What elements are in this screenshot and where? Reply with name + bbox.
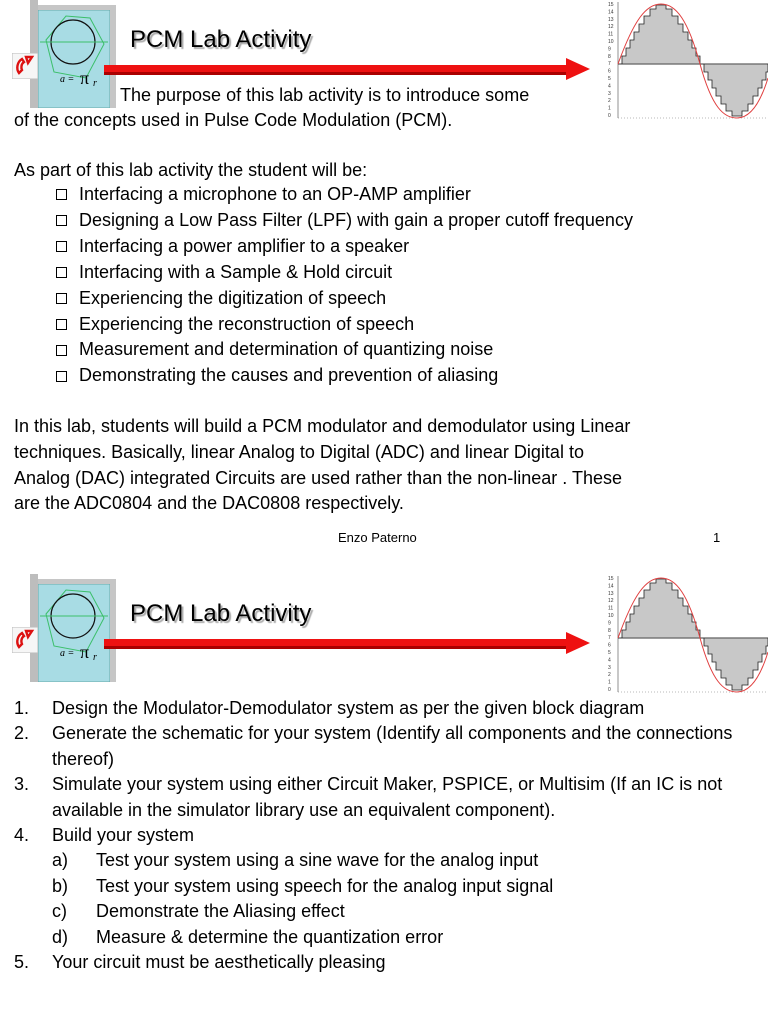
logo-formula-suffix: r bbox=[93, 78, 97, 89]
list-item: 2. Generate the schematic for your system (Identify all components and the connections thereof) bbox=[14, 723, 733, 769]
subtask-list bbox=[52, 848, 754, 950]
logo-formula-suffix: r bbox=[93, 652, 97, 663]
phone-icon bbox=[12, 627, 38, 653]
slide-1-title: PCM Lab Activity bbox=[130, 26, 312, 53]
wave-scale-label: 8 bbox=[608, 627, 611, 634]
checkbox-icon bbox=[56, 345, 67, 356]
wave-scale-label: 14 bbox=[608, 9, 614, 16]
footer-author: Enzo Paterno bbox=[338, 530, 417, 545]
wave-scale-label: 7 bbox=[608, 61, 611, 68]
list-item: a) Test your system using a sine wave for the analog input bbox=[52, 850, 539, 871]
checkbox-icon bbox=[56, 241, 67, 252]
list-item: Designing a Low Pass Filter (LPF) with gain a proper cutoff frequency bbox=[56, 208, 633, 234]
list-item: b) Test your system using speech for the analog input signal bbox=[52, 875, 554, 896]
list-item: 5. Your circuit must be aesthetically pleasing bbox=[14, 952, 386, 973]
wave-scale-label: 6 bbox=[608, 642, 611, 649]
quantized-sine-icon bbox=[606, 0, 768, 122]
wave-scale-label: 13 bbox=[608, 590, 614, 597]
list-item: Interfacing a microphone to an OP-AMP amplifier bbox=[56, 182, 633, 208]
wave-scale-label: 11 bbox=[608, 31, 614, 38]
wave-scale-label: 5 bbox=[608, 650, 611, 656]
header-arrow-icon bbox=[104, 632, 590, 654]
logo-circle-icon bbox=[38, 584, 110, 682]
wave-scale-label: 2 bbox=[608, 98, 611, 105]
paragraph-line: In this lab, students will build a PCM modulator and demodulator using Linear bbox=[14, 416, 631, 436]
intro-line-2: of the concepts used in Pulse Code Modulation (PCM). bbox=[14, 110, 453, 130]
wave-scale-label: 15 bbox=[608, 576, 614, 582]
wave-scale-label: 4 bbox=[608, 657, 611, 664]
paragraph-line: techniques. Basically, linear Analog to Digital (ADC) and linear Digital to bbox=[14, 442, 584, 462]
wave-scale-label: 9 bbox=[608, 620, 611, 627]
list-item: 4. Build your system a) Test your system using a sine wave for the analog input b) Test your system using speech for the analog input signal c) Demonstrate the Aliasing effect d) Measure & determine the quantization error bbox=[14, 823, 754, 950]
wave-scale-label: 3 bbox=[608, 90, 611, 97]
list-item: Demonstrating the causes and prevention of aliasing bbox=[56, 363, 633, 389]
wave-scale-label: 1 bbox=[608, 679, 611, 686]
wave-scale-label: 9 bbox=[608, 46, 611, 53]
list-item: Interfacing with a Sample & Hold circuit bbox=[56, 260, 633, 286]
checkbox-icon bbox=[56, 189, 67, 200]
paragraph-line: Analog (DAC) integrated Circuits are used rather than the non-linear . These bbox=[14, 468, 622, 488]
wave-scale-label: 15 bbox=[608, 2, 614, 8]
list-item: Interfacing a power amplifier to a speaker bbox=[56, 234, 633, 260]
checkbox-icon bbox=[56, 267, 67, 278]
wave-scale-label: 0 bbox=[608, 113, 611, 119]
wave-scale-label: 12 bbox=[608, 598, 614, 605]
checkbox-icon bbox=[56, 319, 67, 330]
wave-scale-label: 8 bbox=[608, 53, 611, 60]
wave-scale-label: 11 bbox=[608, 605, 614, 612]
checkbox-icon bbox=[56, 293, 67, 304]
wave-scale-label: 14 bbox=[608, 583, 614, 590]
wave-scale-label: 12 bbox=[608, 24, 614, 31]
list-item: Experiencing the digitization of speech bbox=[56, 286, 633, 312]
slide-2-title: PCM Lab Activity bbox=[130, 600, 312, 627]
list-item: Measurement and determination of quantizing noise bbox=[56, 337, 633, 363]
wave-scale-label: 6 bbox=[608, 68, 611, 75]
logo-formula-prefix: a = bbox=[60, 74, 75, 85]
wave-scale-label: 5 bbox=[608, 76, 611, 82]
wave-scale-label: 3 bbox=[608, 664, 611, 671]
list-item: 1. Design the Modulator-Demodulator system as per the given block diagram bbox=[14, 698, 645, 718]
checkbox-icon bbox=[56, 215, 67, 226]
intro-line-1: The purpose of this lab activity is to introduce some bbox=[120, 85, 530, 105]
list-item: Experiencing the reconstruction of speech bbox=[56, 312, 633, 338]
logo-formula-prefix: a = bbox=[60, 648, 75, 659]
task-list bbox=[14, 696, 754, 975]
header-arrow-icon bbox=[104, 58, 590, 80]
wave-scale-label: 7 bbox=[608, 635, 611, 642]
list-item: c) Demonstrate the Aliasing effect bbox=[52, 901, 345, 922]
logo-formula-pi: π bbox=[80, 642, 90, 662]
objectives-list bbox=[56, 182, 633, 389]
list-item: 3. Simulate your system using either Circuit Maker, PSPICE, or Multisim (If an IC is not available in the simulator library use an equivalent component). bbox=[14, 774, 723, 820]
wave-scale-label: 13 bbox=[608, 16, 614, 23]
logo-formula-pi: π bbox=[80, 68, 90, 88]
list-item: d) Measure & determine the quantization error bbox=[52, 926, 444, 947]
checkbox-icon bbox=[56, 371, 67, 382]
phone-icon bbox=[12, 53, 38, 79]
wave-scale-label: 10 bbox=[608, 39, 614, 45]
wave-scale-label: 4 bbox=[608, 83, 611, 90]
lead-text: As part of this lab activity the student will be: bbox=[14, 160, 368, 180]
slide-2 bbox=[0, 574, 768, 1024]
wave-scale-label: 10 bbox=[608, 613, 614, 619]
quantized-sine-icon bbox=[606, 574, 768, 696]
wave-scale-label: 2 bbox=[608, 672, 611, 679]
wave-scale-label: 0 bbox=[608, 687, 611, 693]
wave-scale-label: 1 bbox=[608, 105, 611, 112]
paragraph-line: are the ADC0804 and the DAC0808 respectively. bbox=[14, 493, 404, 513]
logo-circle-icon bbox=[38, 10, 110, 108]
footer-page-number: 1 bbox=[713, 530, 721, 545]
